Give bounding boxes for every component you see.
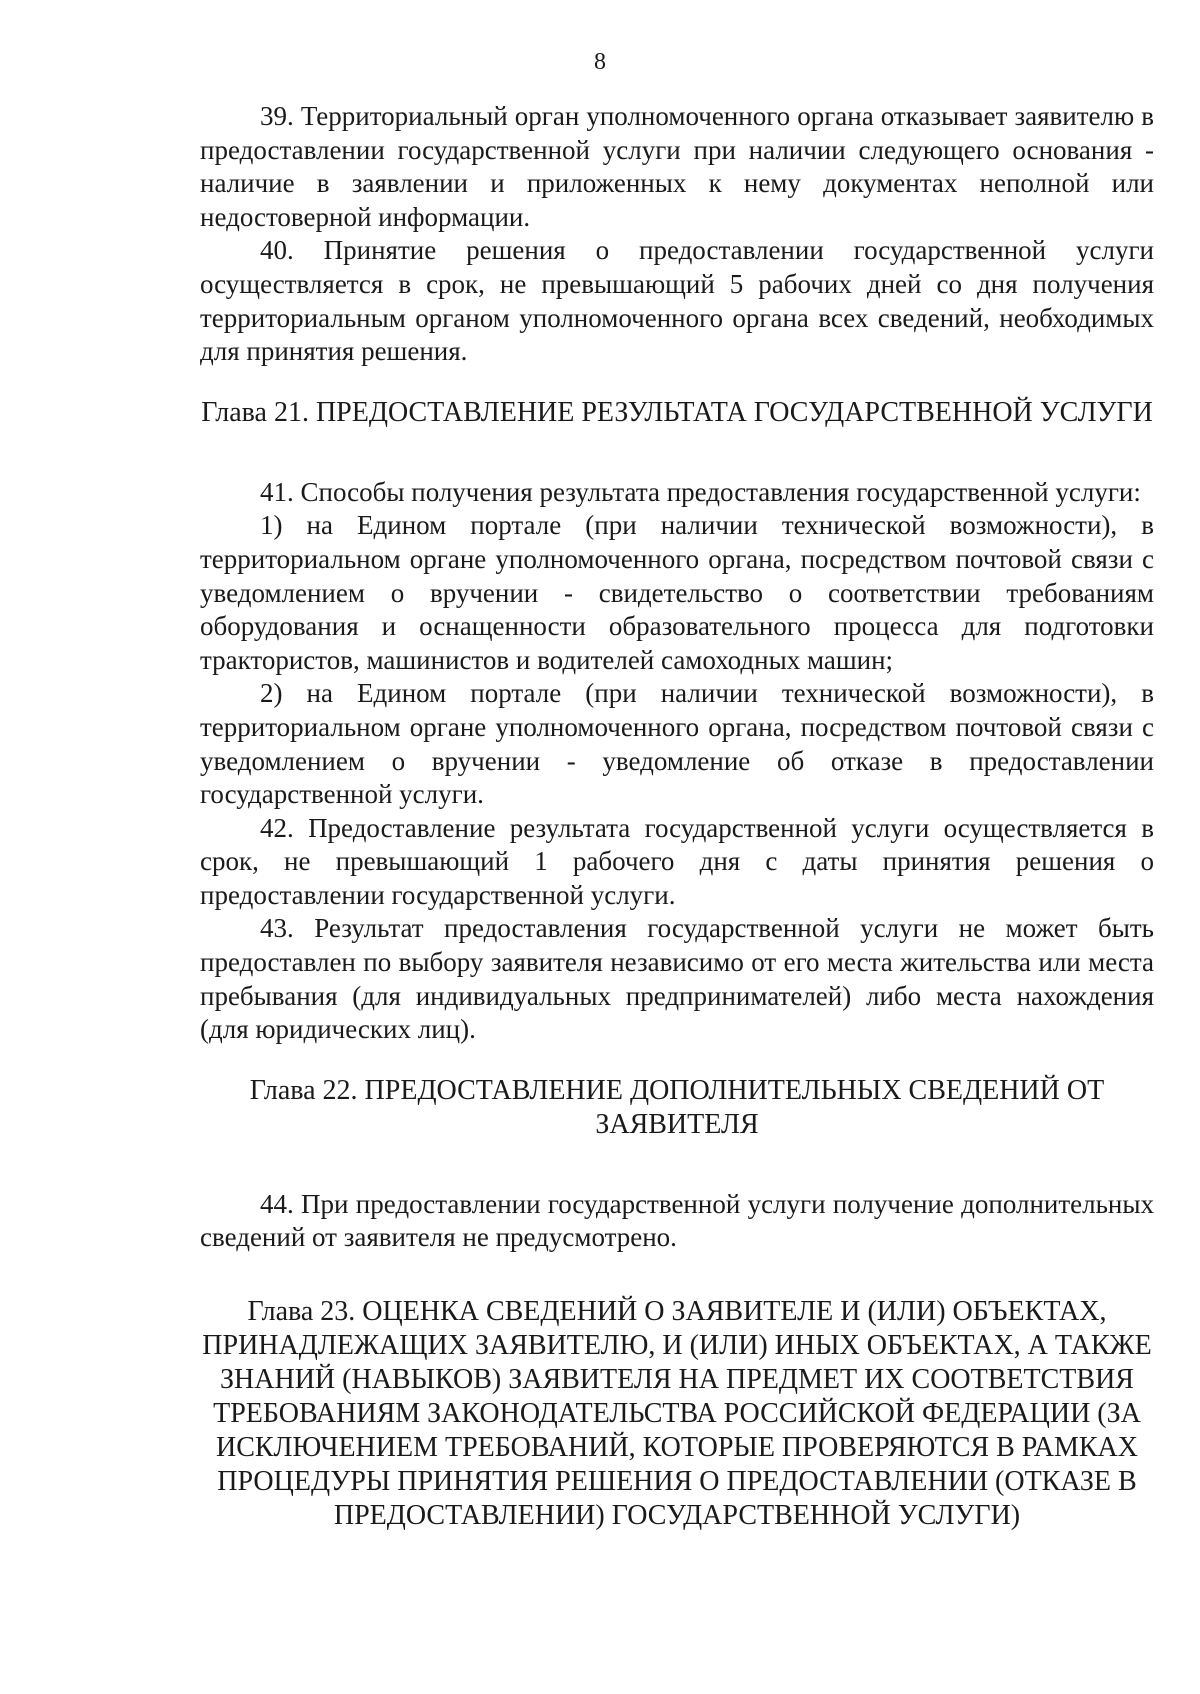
document-body [200, 100, 1154, 1533]
paragraph-40: 40. Принятие решения о предоставлении государственной услуги осуществляется в срок, не превышающий 5 рабочих дней со дня получения территориальным органом уполномоченного органа всех сведений, необходимых для принятия решения. [200, 235, 1154, 367]
paragraph-43: 43. Результат предоставления государственной услуги не может быть предоставлен по выбору заявителя независимо от его места жительства или места пребывания (для индивидуальных предпринимателей) либо места нахождения (для юридических лиц). [200, 913, 1154, 1045]
chapter-22-heading: Глава 22. ПРЕДОСТАВЛЕНИЕ ДОПОЛНИТЕЛЬНЫХ СВЕДЕНИЙ ОТ ЗАЯВИТЕЛЯ [249, 1074, 1105, 1140]
paragraph-41: 41. Способы получения результата предоставления государственной услуги: [260, 476, 1141, 507]
paragraph-42: 42. Предоставление результата государственной услуги осуществляется в срок, не превышающий 1 рабочего дня с даты принятия решения о предоставлении государственной услуги. [200, 812, 1154, 910]
paragraph-39: 39. Территориальный орган уполномоченного органа отказывает заявителю в предоставлении государственной услуги при наличии следующего основания - наличие в заявлении и приложенных к нему документах неполной или недостоверной информации. [200, 101, 1154, 232]
chapter-23-heading: Глава 23. ОЦЕНКА СВЕДЕНИЙ О ЗАЯВИТЕЛЕ И (ИЛИ) ОБЪЕКТАХ, ПРИНАДЛЕЖАЩИХ ЗАЯВИТЕЛЮ, И (ИЛИ) ИНЫХ ОБЪЕКТАХ, А ТАКЖЕ ЗНАНИЙ (НАВЫКОВ) ЗАЯВИТЕЛЯ НА ПРЕДМЕТ ИХ СООТВЕТСТВИЯ ТРЕБОВАНИЯМ ЗАКОНОДАТЕЛЬСТВА РОССИЙСКОЙ ФЕДЕРАЦИИ (ЗА ИСКЛЮЧЕНИЕМ ТРЕБОВАНИЙ, КОТОРЫЕ ПРОВЕРЯЮТСЯ В РАМКАХ ПРОЦЕДУРЫ ПРИНЯТИЯ РЕШЕНИЯ О ПРЕДОСТАВЛЕНИИ (ОТКАЗЕ В ПРЕДОСТАВЛЕНИИ) ГОСУДАРСТВЕННОЙ УСЛУГИ) [202, 1296, 1152, 1532]
paragraph-44: 44. При предоставлении государственной услуги получение дополнительных сведений от заявителя не предусмотрено. [200, 1188, 1154, 1253]
chapter-21-heading: Глава 21. ПРЕДОСТАВЛЕНИЕ РЕЗУЛЬТАТА ГОСУДАРСТВЕННОЙ УСЛУГИ [201, 396, 1153, 428]
page-number: 8 [594, 49, 606, 75]
paragraph-41-item-2: 2) на Едином портале (при наличии технической возможности), в территориальном органе уполномоченного органа, посредством почтовой связи с уведомлением о вручении - уведомление об отказе в предоставлении государственной услуги. [200, 678, 1154, 810]
paragraph-41-item-1: 1) на Едином портале (при наличии технической возможности), в территориальном органе уполномоченного органа, посредством почтовой связи с уведомлением о вручении - свидетельство о соответствии требованиям оборудования и оснащенности образовательного процесса для подготовки трактористов, машинистов и водителей самоходных машин; [200, 510, 1154, 675]
